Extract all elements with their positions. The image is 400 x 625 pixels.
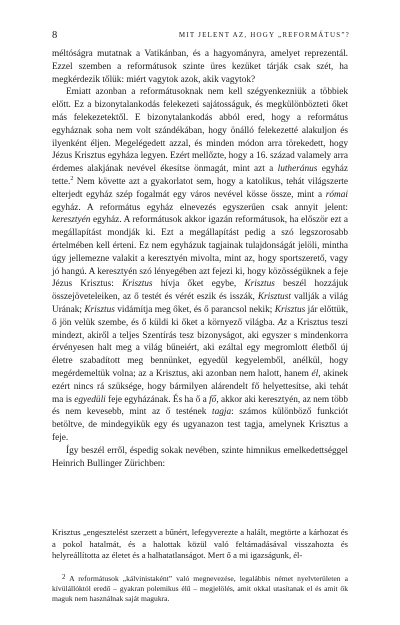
quote-text: Krisztus „engesztelést szerzett a bűnért, lefegyverezte a halált, megtörte a kárhozat és a pokol hatalmát, és a halottak közül való feltámadásával visszahozta és helyreállította az életet és a halhatatlanságot. Mert ő a mi igazságunk, él-	[52, 527, 348, 561]
block-quote	[52, 527, 348, 562]
footnote-text: A reformátusok „kálvinistaként” való megnevezése, legalábbis német nyelvterületen a kívülállóktól eredő – gyakran polemikus élű – megjelölés, amit okkal utasítanak el és amit ők maguk nem használnak saját magukra.	[52, 574, 348, 604]
paragraph-2: Emiatt azonban a reformátusoknak nem kell szégyenkezniük a többiek előtt. Ez a bizonytalankodás felekezeti sajátosságuk, és megkülönbözteti őket más felekezetektől. E bizonytalankodás abból ered, hogy a református egyháznak soha nem volt szándékában, hogy önálló felekezetté alakuljon és ilyenként éljen. Megelégedett azzal, és minden módon arra törekedett, hogy Jézus Krisztus egyháza legyen. Ezért mellőzte, hogy a 16. század valamely arra érdemes alakjának nevével ékesítse önmagát, mint azt a lutheránus egyház tette.$^2$ Nem követte azt a gyakorlatot sem, hogy a katolikus, tehát világszerte elterjedt egyház szép fogalmát egy város nevével kösse össze, mint a római egyház. A református egyház elnevezés egyszerűen csak annyit jelent: keresztyén egyház. A reformátusok akkor igazán reformátusok, ha először ezt a megállapítást mondják ki. Ezt a megállapítást pedig a szó legszorosabb értelmében kell érteni. Ez nem egyházuk tagjainak tulajdonságát jelöli, mintha úgy jellemezne valakit a keresztyén mivolta, mint az, hogy sportszerető, vagy jó hangú. A keresztyén szó lényegében azt fejezi ki, hogy közösségüknek a feje Jézus Krisztus: Krisztus hívja őket egybe, Krisztus beszél hozzájuk összejöveteleiken, az ő testét és vérét eszik és isszák, Krisztust vallják a világ Urának; Krisztus vidámítja meg őket, és ő parancsol nekik; Krisztus jár előttük, ő jön velük szembe, és ő küldi ki őket a környező világba. Az a Krisztus teszi mindezt, akiről a teljes Szentírás tesz bizonyságot, aki egyszer s mindenkorra érvényesen halt meg a világ bűneiért, aki ezáltal egy megromlott életből új életre szabadított meg bennünket, egyedül kegyelemből, anélkül, hogy megérdemeltük volna; az a Krisztus, aki azonban nem halott, hanem él, akinek ezért nincs rá szüksége, hogy bármilyen alárendelt fő helyettesítse, aki tehát ma is egyedüli feje egyházának. És ha ő a fő, akkor aki keresztyén, az nem több és nem kevesebb, mint az ő testének tagja: számos különböző funkciót betöltve, de mindegyikük egy és ugyanazon test tagja, amelynek Krisztus a feje.	[52, 87, 349, 443]
paragraph-1: méltóságra mutatnak a Vatikánban, és a hagyományra, amelyet reprezentál. Ezzel szemben a reformátusok szinte üres kezüket tárják csak szét, ha megkérdezik tőlük: miért vagytok azok, akik vagytok?	[52, 49, 348, 85]
footnote-ref: 2	[70, 175, 74, 182]
running-head: MIT JELENT AZ, HOGY „REFORMÁTUS”?	[178, 31, 350, 39]
body-text	[52, 48, 348, 470]
page-number: 8	[52, 30, 58, 41]
footnote	[52, 574, 348, 605]
footnote-number: 2	[62, 573, 66, 581]
page-header	[52, 30, 350, 42]
paragraph-3: Így beszél erről, éspedig sokak nevében, szinte himnikus emelkedettséggel Heinrich Bullinger Zürichben:	[52, 445, 348, 469]
